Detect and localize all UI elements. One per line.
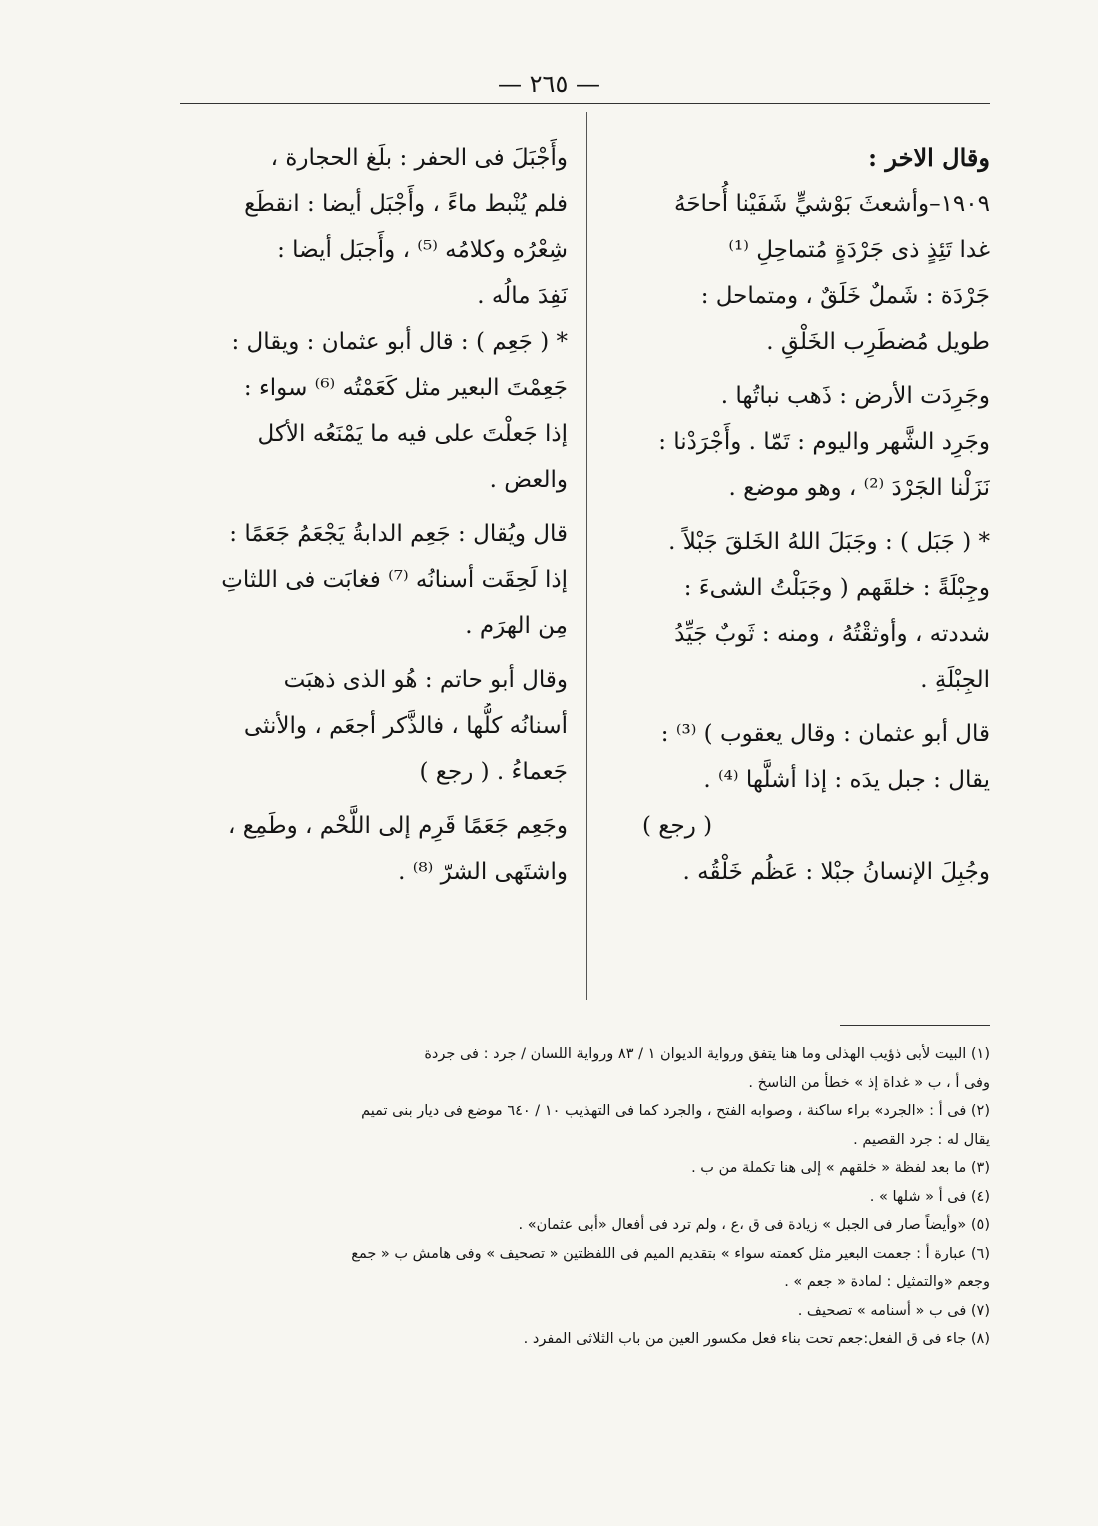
text-line: طويل مُضطَرِب الخَلْقِ . bbox=[766, 329, 990, 355]
text-line: يقال : جبل يدَه : إذا أشلَّها ⁽⁴⁾ . bbox=[703, 767, 990, 793]
text-line: فلم يُنْبط ماءً ، وأَجْبَل أيضا : انقطَع bbox=[244, 191, 568, 217]
entry-heading-line: * ( جَبَل ) : وجَبَلَ اللهُ الخَلقَ جَبْلاً . bbox=[668, 529, 990, 555]
page-number: — ٢٦٥ — bbox=[498, 70, 600, 98]
text-line: وجُبِلَ الإنسانُ جبْلا : عَظُم خَلْقُه . bbox=[682, 859, 990, 885]
footnote: (٧) فى ب « أسنامه » تصحيف . bbox=[797, 1302, 990, 1319]
text-line: شِعْرُه وكلامُه ⁽⁵⁾ ، وأَجبَل أيضا : bbox=[277, 237, 568, 263]
entry-heading-line: * ( جَعِم ) : قال أبو عثمان : ويقال : bbox=[231, 329, 568, 355]
return-marker: ( رجع ) bbox=[642, 813, 713, 839]
footnote-continuation: وجعم «والتمثيل : لمادة « جعم » . bbox=[784, 1274, 990, 1290]
text-line: أسنانُه كلُّها ، فالذَّكر أجعَم ، والأنثى bbox=[243, 713, 568, 739]
footnote-rule bbox=[840, 1025, 990, 1026]
text-line: مِن الهرَم . bbox=[465, 613, 568, 639]
text-line: وجَرِد الشَّهر واليوم : تَمّا . وأَجْرَدْنا : bbox=[658, 429, 990, 455]
footnote: (٢) فى أ : «الجرد» براء ساكنة ، وصوابه الفتح ، والجرد كما فى التهذيب ١٠ / ٦٤٠ موضع فى ديار بنى تميم bbox=[361, 1103, 990, 1119]
footnote: (٣) ما بعد لفظة « خلقهم » إلى هنا تكملة من ب . bbox=[691, 1160, 990, 1176]
text-line: جَرْدَة : شَملٌ خَلَقٌ ، ومتماحل : bbox=[700, 283, 990, 309]
text-line: وجَرِدَت الأرض : ذَهب نباتُها . bbox=[720, 383, 990, 409]
verse-line: غدا تَئِذٍ ذى جَرْدَةٍ مُتماحِلِ ⁽¹⁾ bbox=[728, 237, 990, 263]
text-line: والعض . bbox=[489, 467, 568, 493]
right-column bbox=[602, 135, 990, 895]
left-column bbox=[185, 135, 568, 895]
text-line: وقال الاخر : bbox=[868, 143, 990, 172]
header-rule bbox=[180, 103, 990, 104]
text-line: قال أبو عثمان : وقال يعقوب ) ⁽³⁾ : bbox=[660, 721, 990, 747]
footnote: (٨) جاء فى ق الفعل:جعم تحت بناء فعل مكسور العين من باب الثلاثى المفرد . bbox=[523, 1331, 990, 1347]
footnote: (١) البيت لأبى ذؤيب الهذلى وما هنا يتفق ورواية الديوان ١ / ٨٣ ورواية اللسان / جرد : فى جردة bbox=[424, 1046, 990, 1062]
footnote: (٤) فى أ « شلها » . bbox=[869, 1188, 990, 1205]
text-line: جَعماءُ . ( رجع ) bbox=[419, 759, 568, 785]
text-line: وقال أبو حاتم : هُو الذى ذهبَت bbox=[283, 667, 568, 693]
text-line: وجِبْلَةً : خلقَهم ( وجَبَلْتُ الشىءَ : bbox=[683, 575, 990, 601]
text-line: واشتَهى الشرّ ⁽⁸⁾ . bbox=[398, 859, 568, 885]
text-line: وجَعِم جَعَمًا قَرِم إلى اللَّحْم ، وطَمِع ، bbox=[228, 813, 568, 839]
text-line: إذا لَحِقَت أسنانُه ⁽⁷⁾ فغابَت فى اللثاتِ bbox=[221, 567, 568, 593]
text-line: قال ويُقال : جَعِم الدابةُ يَجْعَمُ جَعَمًا : bbox=[229, 521, 568, 547]
footnote-continuation: يقال له : جرد القصيم . bbox=[853, 1131, 990, 1148]
text-line: شددته ، وأوثقْتُهُ ، ومنه : ثَوبٌ جَيِّدُ bbox=[674, 621, 990, 647]
text-line: إذا جَعلْتَ على فيه ما يَمْنَعُه الأكل bbox=[257, 421, 568, 447]
text-line: وأَجْبَلَ فى الحفر : بلَغ الحجارة ، bbox=[270, 145, 568, 171]
footnote: (٦) عبارة أ : جعمت البعير مثل كعمته سواء » بتقديم الميم فى اللفظتين « تصحيف » وفى هامش ب « جمع bbox=[351, 1245, 990, 1262]
column-divider bbox=[586, 112, 587, 1000]
text-line: نَزَلْنا الجَرْدَ ⁽²⁾ ، وهو موضع . bbox=[728, 475, 990, 501]
verse-line: ١٩٠٩–وأشعثَ بَوْشيٍّ شَفَيْنا أُحاحَهُ bbox=[674, 191, 990, 217]
footnote: (٥) «وأيضاً صار فى الجبل » زيادة فى ق ،ع ، ولم ترد فى أفعال «أبى عثمان» . bbox=[518, 1217, 990, 1233]
text-line: نَفِدَ مالُه . bbox=[477, 283, 568, 309]
text-line: الجِبْلَةِ . bbox=[920, 667, 990, 693]
footnotes bbox=[175, 1040, 990, 1354]
text-line: جَعِمْتَ البعير مثل كَعَمْتُه ⁽⁶⁾ سواء : bbox=[243, 375, 568, 401]
footnote-continuation: وفى أ ، ب « غداة إذ » خطأ من الناسخ . bbox=[748, 1074, 990, 1091]
